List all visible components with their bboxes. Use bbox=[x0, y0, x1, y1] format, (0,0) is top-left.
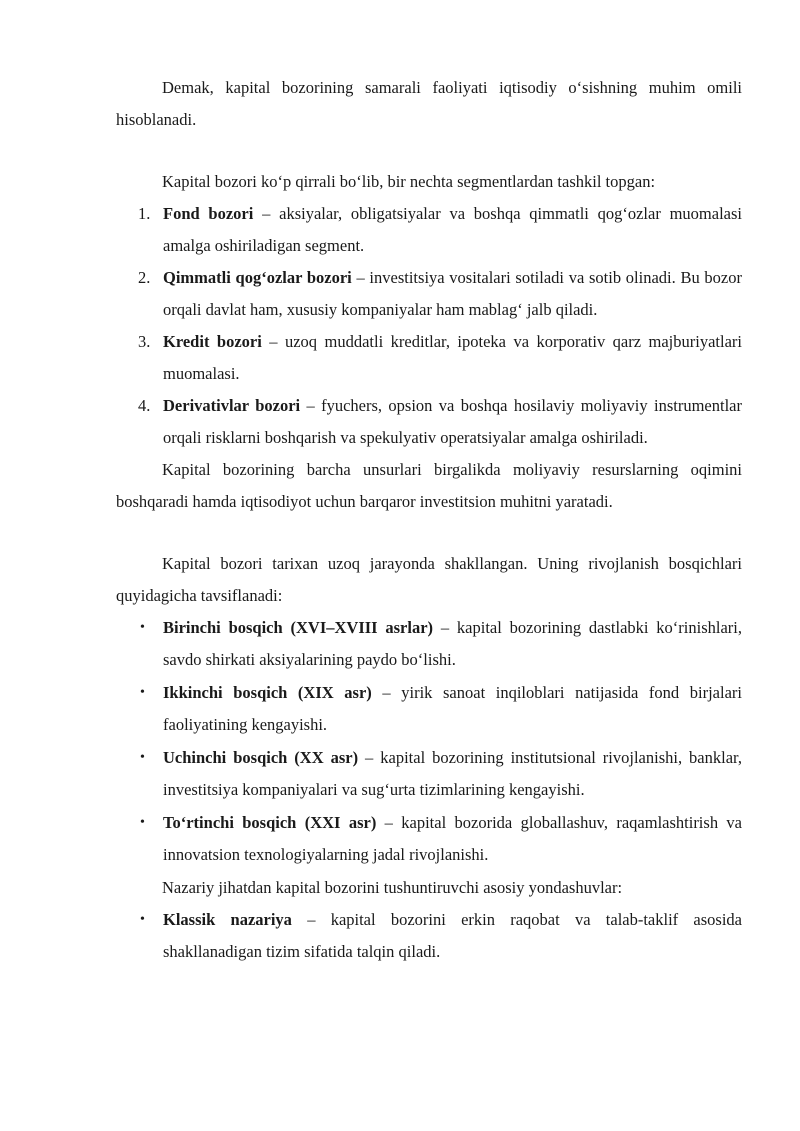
list-item bbox=[116, 742, 742, 806]
spacer bbox=[116, 136, 742, 166]
list-item-text: – kapital bozorining institutsional rivojlanishi, banklar, investitsiya kompaniyalari va sug‘urta tizimlarining kengayishi. bbox=[163, 748, 743, 799]
paragraph-segments-intro: Kapital bozori ko‘p qirrali bo‘lib, bir nechta segmentlardan tashkil topgan: bbox=[162, 172, 656, 191]
bullet-icon: • bbox=[140, 685, 145, 700]
paragraph-summary: Kapital bozorining barcha unsurlari birgalikda moliyaviy resurslarning oqimini boshqaradi hamda iqtisodiyot uchun barqaror investitsion muhitni yaratadi. bbox=[116, 460, 742, 511]
list-item-text: – aksiyalar, obligatsiyalar va boshqa qimmatli qog‘ozlar muomalasi amalga oshiriladigan segment. bbox=[163, 204, 742, 255]
list-number: 1. bbox=[138, 204, 151, 223]
list-item-term: Derivativlar bozori bbox=[163, 396, 301, 415]
segments-list bbox=[116, 198, 742, 454]
list-item bbox=[116, 390, 742, 454]
list-item-term: Birinchi bosqich (XVI–XVIII asrlar) bbox=[163, 618, 434, 637]
paragraph-conclusion: Demak, kapital bozorining samarali faoliyati iqtisodiy o‘sishning muhim omili hisoblanadi. bbox=[116, 78, 742, 129]
list-item bbox=[116, 677, 742, 741]
list-item bbox=[116, 326, 742, 390]
bullet-icon: • bbox=[140, 815, 145, 830]
list-item-text: – fyuchers, opsion va boshqa hosilaviy moliyaviy instrumentlar orqali risklarni boshqarish va spekulyativ operatsiyalar amalga oshiriladi. bbox=[163, 396, 742, 447]
document-page bbox=[116, 72, 742, 969]
list-number: 4. bbox=[138, 396, 151, 415]
stages-list bbox=[116, 612, 742, 871]
bullet-icon: • bbox=[140, 912, 145, 927]
list-item-term: To‘rtinchi bosqich (XXI asr) bbox=[163, 813, 377, 832]
bullet-icon: • bbox=[140, 620, 145, 635]
list-item-term: Kredit bozori bbox=[163, 332, 262, 351]
list-item bbox=[116, 807, 742, 871]
spacer bbox=[116, 518, 742, 548]
list-item-text: – uzoq muddatli kreditlar, ipoteka va korporativ qarz majburiyatlari muomalasi. bbox=[163, 332, 742, 383]
bullet-icon: • bbox=[140, 750, 145, 765]
list-number: 3. bbox=[138, 332, 151, 351]
list-item-term: Uchinchi bosqich (XX asr) bbox=[163, 748, 359, 767]
list-item-text: – kapital bozorida globallashuv, raqamlashtirish va innovatsion texnologiyalarning jadal rivojlanishi. bbox=[163, 813, 742, 864]
paragraph-history-intro: Kapital bozori tarixan uzoq jarayonda shakllangan. Uning rivojlanish bosqichlari quyidagicha tavsiflanadi: bbox=[116, 554, 742, 605]
list-item bbox=[116, 904, 742, 968]
list-item-text: – kapital bozorining dastlabki ko‘rinishlari, savdo shirkati aksiyalarining paydo bo‘lishi. bbox=[163, 618, 742, 669]
list-item bbox=[116, 198, 742, 262]
approaches-list bbox=[116, 904, 742, 968]
list-item-term: Qimmatli qog‘ozlar bozori bbox=[163, 268, 352, 287]
list-item bbox=[116, 612, 742, 676]
list-number: 2. bbox=[138, 268, 151, 287]
paragraph-theory-intro: Nazariy jihatdan kapital bozorini tushuntiruvchi asosiy yondashuvlar: bbox=[162, 878, 623, 897]
list-item-text: – yirik sanoat inqiloblari natijasida fond birjalari faoliyatining kengayishi. bbox=[163, 683, 742, 734]
list-item-text: – kapital bozorini erkin raqobat va talab-taklif asosida shakllanadigan tizim sifatida talqin qiladi. bbox=[163, 910, 742, 961]
list-item-text: – investitsiya vositalari sotiladi va sotib olinadi. Bu bozor orqali davlat ham, xususiy kompaniyalar ham mablag‘ jalb qiladi. bbox=[163, 268, 742, 319]
list-item bbox=[116, 262, 742, 326]
list-item-term: Ikkinchi bosqich (XIX asr) bbox=[163, 683, 372, 702]
list-item-term: Klassik nazariya bbox=[163, 910, 292, 929]
list-item-term: Fond bozori bbox=[163, 204, 254, 223]
